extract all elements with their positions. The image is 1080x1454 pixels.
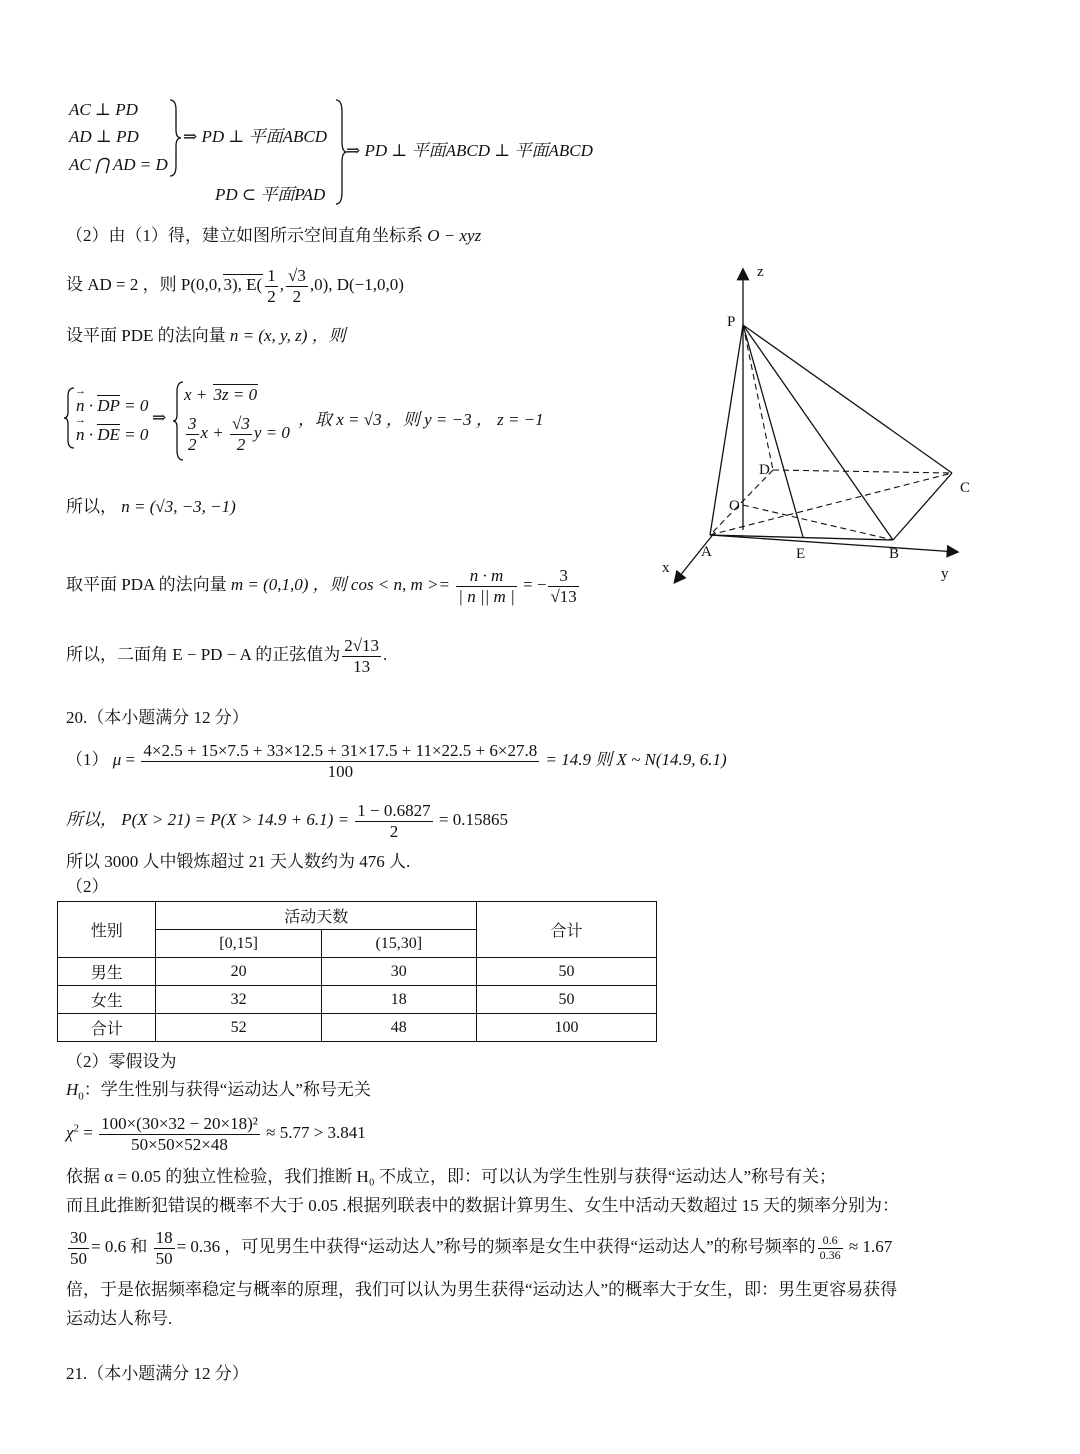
proof-line-2: AD ⊥ PD (69, 127, 139, 146)
table-row (58, 1014, 657, 1042)
y-axis (710, 535, 957, 552)
sine-result: 所以，二面角 E − PD − A 的正弦值为 $\frac{2√13}{13}$ . (66, 636, 388, 676)
people-count: 所以 3000 人中锻炼超过 21 天人数约为 476 人. (66, 852, 411, 871)
table-cell: 男生 (58, 958, 156, 986)
table-cell: 52 (156, 1014, 321, 1042)
label-z: z (757, 264, 764, 280)
edge-DC (773, 470, 952, 473)
chi-square-line: $\chi^2$ = $\frac{\text{100×(30×32 − 20×18)²}}{50\times 50\times 52\times 48}$ ≈ 5.77 > 3.841 (66, 1114, 366, 1154)
table-cell: 30 (321, 958, 476, 986)
label-C: C (960, 480, 971, 496)
proof-line-3: AC ⋂ AD = D (69, 155, 168, 174)
implies-arrow: ⇒ (152, 408, 167, 427)
system-eq-2: → n · DE = 0 (76, 424, 148, 445)
label-B: B (889, 546, 900, 562)
header-range-2: (15,30] (321, 930, 476, 958)
system-eq-1: → n · DP = 0 (76, 395, 148, 416)
probability-line: 所以， P(X > 21) = P(X > 14.9 + 6.1) = $\frac{1 - 0.6827}{2}$ = 0.15865 (66, 801, 508, 841)
table-cell: 20 (156, 958, 321, 986)
table-row (58, 986, 657, 1014)
edge-OB (743, 505, 893, 540)
null-hypothesis-label: （2）零假设为 (66, 1052, 177, 1071)
table-cell: 50 (476, 958, 656, 986)
left-brace-2 (172, 380, 184, 462)
header-gender: 性别 (58, 902, 156, 958)
conclusion-4: 运动达人称号. (66, 1309, 173, 1328)
table-row (58, 958, 657, 986)
table-cell: 合计 (58, 1014, 156, 1042)
table-cell: 50 (476, 986, 656, 1014)
part2-label: （2） (66, 877, 109, 896)
q20-title: 20.（本小题满分 12 分） (66, 708, 249, 727)
table-cell: 女生 (58, 986, 156, 1014)
pyramid-figure (655, 260, 995, 590)
label-O: O (729, 498, 740, 514)
label-D: D (759, 462, 770, 478)
mu-line: （1） μ = $\frac{4\times 2.5 + 15\times 7.5 + 33\times 12.5 + 31\times 17.5 + 11\times 22.5 + 6\times 27.8}{100}$ = 14.9 则 X ~ N(14.9, 6.1) (66, 741, 727, 781)
set-ad-line: 设 AD = 2 ，则 P(0,0, 3), E( $\frac{1}{2}$ , $\frac{√3}{2}$ ,0), D(−1,0,0) (66, 266, 404, 306)
h0-statement: $H_0$：学生性别与获得“运动达人”称号无关 (66, 1080, 371, 1103)
label-A: A (701, 544, 712, 560)
conclusion-3: 倍，于是依据频率稳定与概率的原理，我们可以认为男生获得“运动达人”的概率大于女生，即：男生更容易获得 (66, 1280, 898, 1299)
m-vector-line: 取平面 PDA 的法向量 m = (0,1,0) ，则 cos < n, m >= $\frac{n \cdot m}{| n || m |}$ = − $\frac{3}{√13}$ (66, 566, 577, 606)
part2-intro: （2）由（1）得，建立如图所示空间直角坐标系 O − xyz (66, 226, 482, 245)
frequency-line: $\frac{30}{50}$ = 0.6 和 $\frac{18}{50}$ = 0.36 ，可见男生中获得“运动达人”称号的频率是女生中获得“运动达人”的称号频率的 $\frac{0.6}{0.36}$ ≈ 1.67 (70, 1228, 893, 1268)
label-x: x (662, 560, 670, 576)
conclusion-2: 而且此推断犯错误的概率不大于 0.05 .根据列联表中的数据计算男生、女生中活动天数超过 15 天的频率分别为： (66, 1196, 899, 1215)
edge-PC (743, 325, 952, 473)
n-result: 所以， n = (√3, −3, −1) (66, 497, 236, 516)
left-brace-1 (63, 386, 75, 450)
normal-vector-intro: 设平面 PDE 的法向量 n = (x, y, z) ，则 (66, 326, 346, 345)
header-days: 活动天数 (156, 902, 476, 930)
table-cell: 18 (321, 986, 476, 1014)
header-range-1: [0,15] (156, 930, 321, 958)
table-cell: 32 (156, 986, 321, 1014)
contingency-table (57, 901, 657, 1042)
table-cell: 48 (321, 1014, 476, 1042)
label-P: P (727, 314, 736, 330)
conclusion-1: 依据 α = 0.05 的独立性检验，我们推断 H₀ 不成立，即：可以认为学生性别与获得“运动达人”称号有关； (66, 1167, 837, 1186)
proof-line-1: AC ⊥ PD (69, 100, 138, 119)
label-E: E (796, 546, 806, 562)
edge-PE (743, 325, 803, 537)
take-values: ，取 x = √3 ，则 y = −3 ， z = −1 (298, 410, 544, 429)
system-eq-4: $\frac{3}{2}$ x + $\frac{√3}{2}$ y = 0 (188, 414, 290, 454)
header-total: 合计 (476, 902, 656, 958)
proof-middle: ⇒ PD ⊥ 平面ABCD (183, 127, 328, 146)
label-y: y (941, 566, 949, 582)
q21-title: 21.（本小题满分 12 分） (66, 1364, 249, 1383)
proof-line-4: PD ⊂ 平面PAD (215, 185, 326, 204)
system-eq-3: x + 3z = 0 (184, 385, 258, 404)
right-brace-1 (168, 98, 182, 178)
edge-BC (893, 473, 952, 540)
proof-conclusion: ⇒ PD ⊥ 平面ABCD ⊥ 平面ABCD (346, 141, 593, 160)
edge-DA (710, 470, 773, 535)
table-cell: 100 (476, 1014, 656, 1042)
